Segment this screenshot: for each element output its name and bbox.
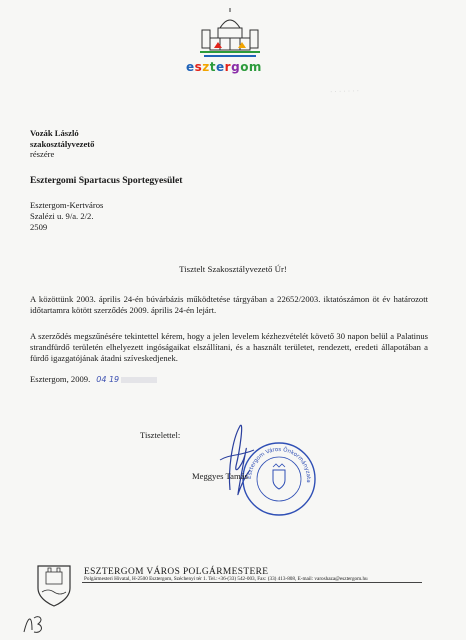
faint-background-text: . . . . . . . xyxy=(329,85,360,95)
recipient-suffix: részére xyxy=(30,149,55,159)
address-line-3: 2509 xyxy=(30,222,48,232)
footer-divider xyxy=(82,582,422,583)
footer-contact-info: Polgármesteri Hivatal, H-2500 Esztergom, Széchenyi tér 1. Tel.:+36-(33) 542-003, Fax: (33) 413-808, E-mail: varoshaza@esztergom.hu xyxy=(84,576,368,582)
salutation: Tisztelt Szakosztályvezető Úr! xyxy=(179,264,287,274)
handwritten-date: 04 19 xyxy=(96,375,120,384)
date-smudge xyxy=(121,377,157,383)
esztergom-logo xyxy=(180,8,280,88)
address-line-2: Szalézi u. 9/a. 2/2. xyxy=(30,211,94,221)
footer-title: ESZTERGOM VÁROS POLGÁRMESTERE xyxy=(84,567,269,577)
club-name: Esztergomi Spartacus Sportegyesület xyxy=(30,175,183,186)
handwritten-initials-icon xyxy=(20,610,50,636)
address-block xyxy=(30,200,103,233)
stamp-text: Esztergom Város Önkormányzata xyxy=(246,446,312,483)
coat-of-arms-icon xyxy=(34,562,74,608)
official-stamp xyxy=(240,440,318,518)
basilica-icon xyxy=(180,8,280,64)
svg-text:Esztergom Város Önkormányzata xyxy=(247,446,311,483)
recipient-name: Vozák László xyxy=(30,128,79,138)
address-line-1: Esztergom-Kertváros xyxy=(30,200,104,210)
logo-wordmark: esztergom xyxy=(186,60,262,74)
stamp-seal-icon xyxy=(240,440,318,518)
recipient-block xyxy=(30,128,94,160)
signer-name: Meggyes Tamás xyxy=(192,471,248,481)
printed-date: Esztergom, 2009. xyxy=(30,374,91,384)
body-paragraph-1: A közöttünk 2003. április 24-én búvárbázis működtetése tárgyában a 22652/2003. iktatószámon öt év határozott időtartamra kötött szerződés 2009. április 24-én lejárt. xyxy=(30,294,428,315)
closing: Tisztelettel: xyxy=(140,430,181,440)
date-line xyxy=(30,374,157,384)
body-paragraph-2: A szerződés megszűnésére tekintettel kérem, hogy a jelen levelem kézhezvételét követő 30 napon belül a Palatinus strandfürdő területén elhelyezett ingóságaikat elszállítani, és a használt területet, rendezett, eredeti állapotában a fürdő igazgatójának átadni szíveskedjenek. xyxy=(30,331,428,363)
recipient-title: szakosztályvezető xyxy=(30,138,95,149)
